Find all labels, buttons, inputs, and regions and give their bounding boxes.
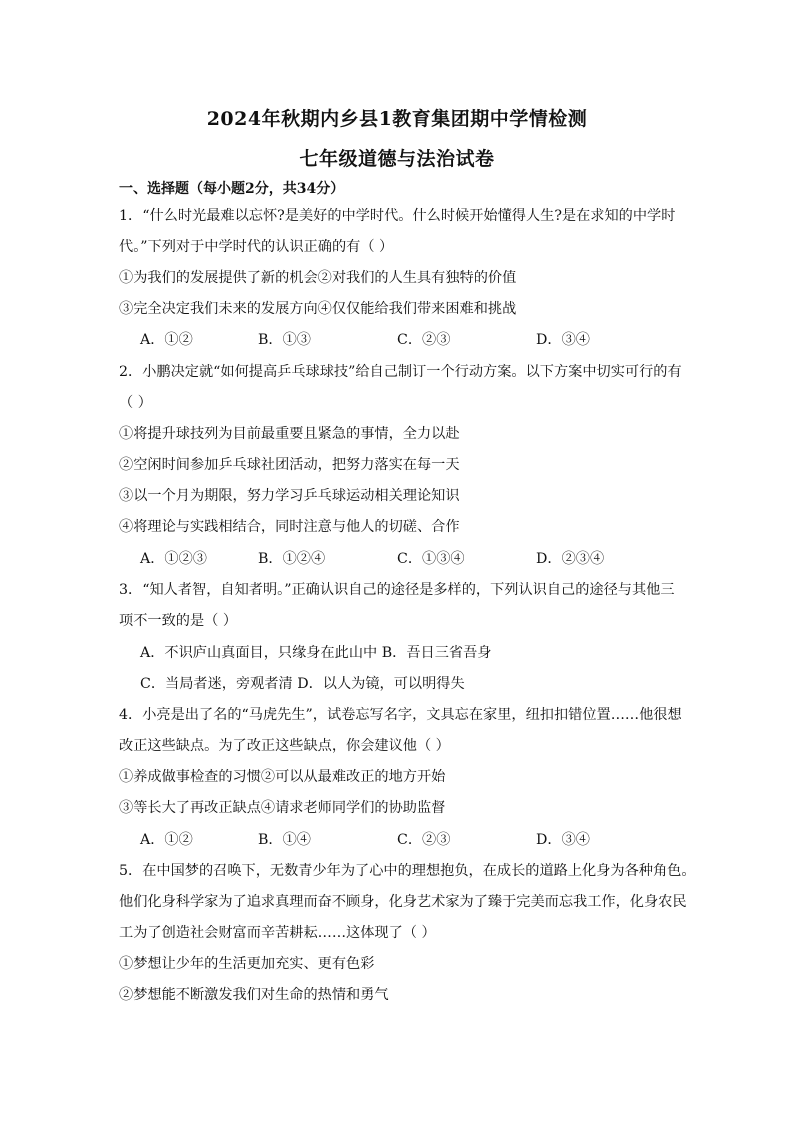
exam-subtitle: 七年级道德与法治试卷 (299, 148, 495, 170)
q4-options (140, 830, 660, 850)
q2-option-b: B．①②④ (258, 551, 326, 567)
q3-options-ab: A．不识庐山真面目，只缘身在此山中 B．吾日三省吾身 (140, 645, 492, 661)
q1-statement-line-1: ①为我们的发展提供了新的机会②对我们的人生具有独特的价值 (119, 270, 517, 286)
q2-statement-2: ②空闲时间参加乒乓球社团活动，把努力落实在每一天 (119, 457, 460, 473)
q2-statement-1: ①将提升球技列为目前最重要且紧急的事情，全力以赴 (119, 426, 460, 442)
q4-stem-line-1: 4．小亮是出了名的“马虎先生”，试卷忘写名字，文具忘在家里，纽扣扣错位置……他很想 (119, 707, 682, 723)
q2-option-a: A．①②③ (140, 551, 207, 567)
q2-stem-line-2: （ ） (119, 395, 152, 411)
q2-stem-line-1: 2．小鹏决定就“如何提高乒乓球球技”给自己制订一个行动方案。以下方案中切实可行的有 (119, 364, 682, 380)
q1-option-d: D．③④ (536, 332, 590, 348)
q3-options-cd: C．当局者迷，旁观者清 D．以人为镜，可以明得失 (140, 676, 465, 692)
q4-option-c: C．②③ (397, 832, 451, 848)
q2-statement-3: ③以一个月为期限，努力学习乒乓球运动相关理论知识 (119, 488, 460, 504)
q3-stem-line-2: 项不一致的是（ ） (119, 613, 238, 629)
q3-stem-line-1: 3．“知人者智，自知者明。”正确认识自己的途径是多样的，下列认识自己的途径与其他三 (119, 582, 675, 598)
q1-stem-line-2: 代。”下列对于中学时代的认识正确的有（ ） (119, 239, 394, 255)
section-heading: 一、选择题（每小题2分，共34分） (119, 181, 345, 197)
q1-option-a: A．①② (140, 332, 193, 348)
q5-stem-line-1: 5．在中国梦的召唤下，无数青少年为了心中的理想抱负，在成长的道路上化身为各种角色。 (119, 863, 696, 879)
q2-statement-4: ④将理论与实践相结合，同时注意与他人的切磋、合作 (119, 519, 460, 535)
q4-statement-line-2: ③等长大了再改正缺点④请求老师同学们的协助监督 (119, 800, 446, 816)
q1-stem-line-1: 1．“什么时光最难以忘怀?是美好的中学时代。什么时候开始懂得人生?是在求知的中学时 (119, 208, 676, 224)
q4-stem-line-2: 改正这些缺点。为了改正这些缺点，你会建议他（ ） (119, 738, 450, 754)
q4-option-b: B．①④ (258, 832, 311, 848)
q4-option-a: A．①② (140, 832, 193, 848)
q5-stem-line-2: 他们化身科学家为了追求真理而奋不顾身，化身艺术家为了臻于完美而忘我工作，化身农民 (119, 894, 687, 910)
q4-option-d: D．③④ (536, 832, 590, 848)
q5-statement-2: ②梦想能不断激发我们对生命的热情和勇气 (119, 987, 389, 1003)
q1-statement-line-2: ③完全决定我们未来的发展方向④仅仅能给我们带来困难和挑战 (119, 301, 517, 317)
q2-option-c: C．①③④ (397, 551, 465, 567)
q1-option-b: B．①③ (258, 332, 311, 348)
exam-title: 2024年秋期内乡县1教育集团期中学情检测 (206, 108, 588, 130)
q1-option-c: C．②③ (397, 332, 451, 348)
q4-statement-line-1: ①养成做事检查的习惯②可以从最难改正的地方开始 (119, 769, 446, 785)
q2-option-d: D．②③④ (536, 551, 605, 567)
q2-options (140, 549, 660, 569)
q1-options (140, 330, 660, 350)
q5-stem-line-3: 工为了创造社会财富而辛苦耕耘……这体现了（ ） (119, 925, 436, 941)
q5-statement-1: ①梦想让少年的生活更加充实、更有色彩 (119, 956, 375, 972)
